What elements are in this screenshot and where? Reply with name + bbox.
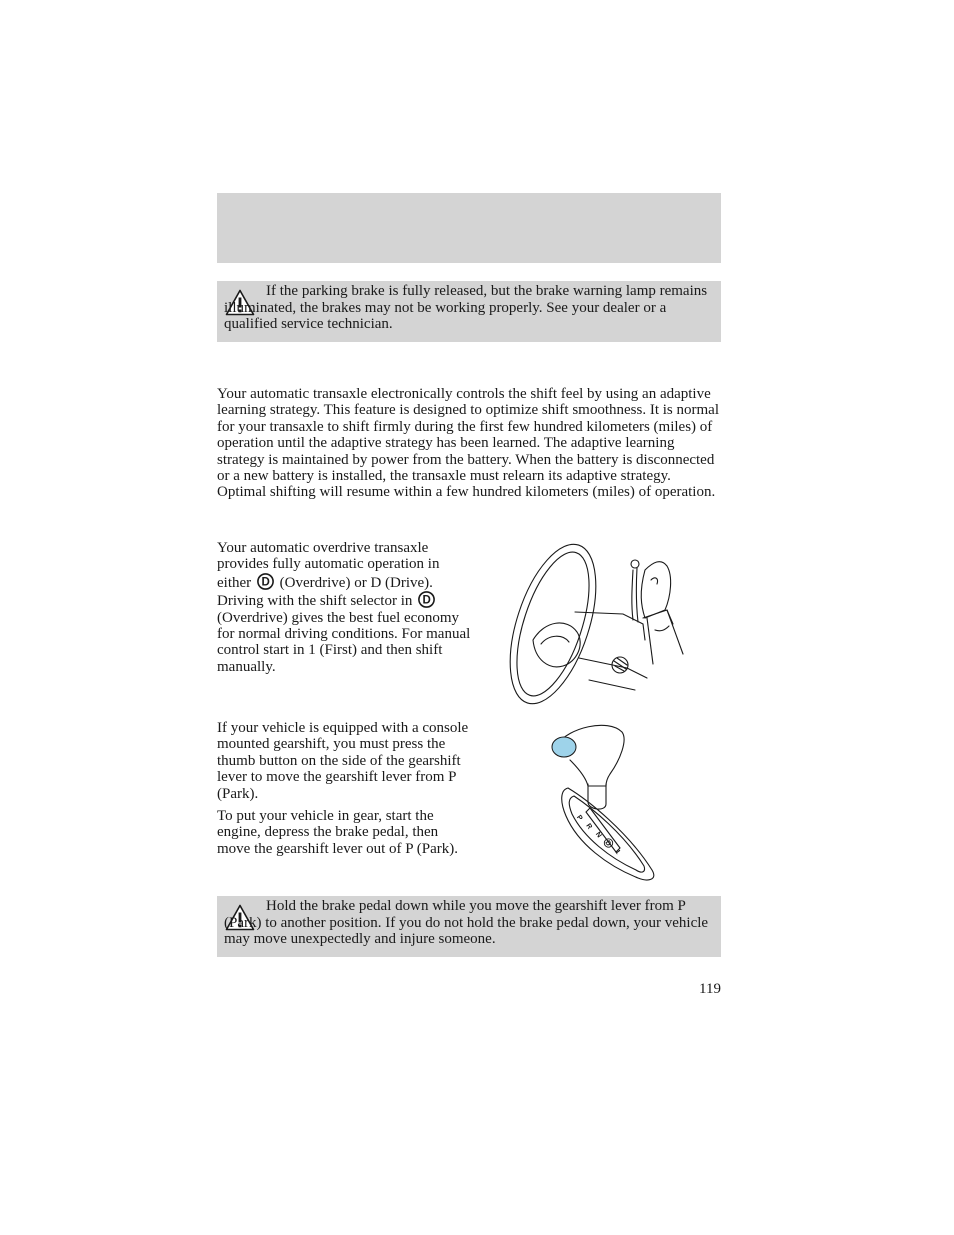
overdrive-text-1: Your automatic overdrive transaxle provides fully automatic operation in either — [217, 540, 440, 591]
gear-position-label: R — [584, 822, 593, 831]
put-in-gear-paragraph: To put your vehicle in gear, start the engine, depress the brake pedal, then move the gearshift lever out of P (Park). — [217, 808, 459, 857]
overdrive-symbol-letter: D — [422, 594, 431, 607]
gear-position-label: 1 — [613, 848, 622, 856]
adaptive-learning-paragraph: Your automatic transaxle electronically controls the shift feel by using an adaptive learning strategy. This feature is designed to optimize shift smoothness. It is normal for your transaxle to shift firmly during the first few hundred kilometers (miles) of operation until the adaptive strategy has been learned. The adaptive learning strategy is maintained by power from the battery. When the battery is disconnected or a new battery is installed, the transaxle must relearn its adaptive strategy. Optimal shifting will resume within a few hundred kilometers (miles) of operation. — [217, 386, 719, 501]
console-gearshift-illustration — [548, 720, 663, 882]
overdrive-text-2: (Overdrive) or D (Drive). Driving with the shift selector in — [217, 574, 433, 610]
warning-box-brake-pedal — [217, 896, 721, 957]
section-header-band — [217, 193, 721, 263]
gear-position-label: P — [574, 814, 584, 822]
thumb-button-icon — [552, 737, 576, 757]
overdrive-paragraph — [217, 540, 475, 675]
overdrive-symbol-icon — [257, 573, 274, 590]
overdrive-symbol-icon — [418, 591, 435, 608]
warning-box-brake-lamp — [217, 281, 721, 342]
gear-position-label: D — [603, 839, 612, 848]
warning-text: Hold the brake pedal down while you move the gearshift lever from P (Park) to another position. If you do not hold the brake pedal down, your vehicle may move unexpectedly and injure someone. — [224, 898, 709, 947]
overdrive-symbol-letter: D — [261, 576, 270, 589]
overdrive-text-3: (Overdrive) gives the best fuel economy for normal driving conditions. For manual control start in 1 (First) and then shift manually. — [217, 609, 471, 675]
steering-column-shift-illustration — [505, 540, 690, 708]
warning-text: If the parking brake is fully released, but the brake warning lamp remains illuminated, the brakes may not be working properly. See your dealer or a qualified service technician. — [224, 283, 708, 332]
console-gearshift-paragraph: If your vehicle is equipped with a console mounted gearshift, you must press the thumb button on the side of the gearshift lever to move the gearshift lever from P (Park). — [217, 720, 469, 802]
page-number: 119 — [699, 981, 721, 997]
gear-position-label: N — [593, 830, 603, 840]
